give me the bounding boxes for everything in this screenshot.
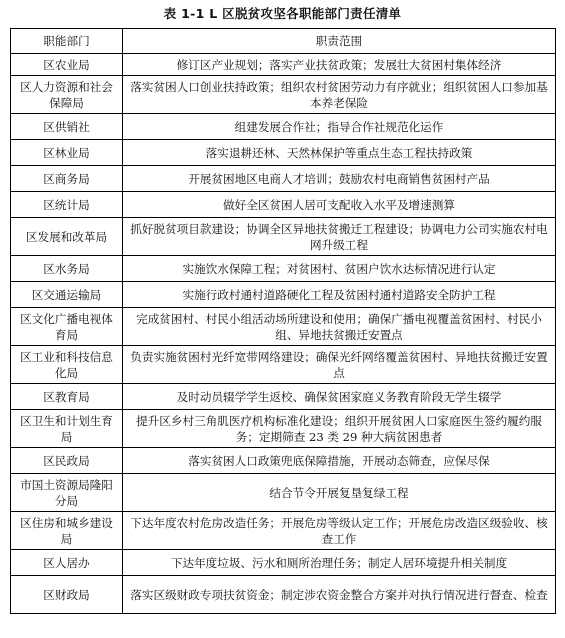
duty-cell: 提升区乡村三角肌医疗机构标准化建设；组织开展贫困人口家庭医生签约履约服务；定期筛查 23 类 29 种大病贫困患者 [123,410,556,448]
table-row [11,474,556,512]
department-cell: 区发展和改革局 [11,218,123,256]
table-row [11,550,556,576]
table-row [11,410,556,448]
table-row [11,448,556,474]
header-duty-scope: 职责范围 [123,29,556,54]
duty-cell: 落实贫困人口政策兜底保障措施，开展动态筛查，应保尽保 [123,448,556,474]
duty-cell: 开展贫困地区电商人才培训；鼓励农村电商销售贫困村产品 [123,166,556,192]
table-row [11,256,556,282]
table-row [11,308,556,346]
table-caption: 表 1-1 L 区脱贫攻坚各职能部门责任清单 [163,6,402,21]
department-cell: 区工业和科技信息化局 [11,346,123,384]
department-cell: 区水务局 [11,256,123,282]
department-cell: 区财政局 [11,576,123,614]
duty-cell: 结合节令开展复垦复绿工程 [123,474,556,512]
duty-cell: 负责实施贫困村光纤宽带网络建设；确保光纤网络覆盖贫困村、异地扶贫搬迁安置点 [123,346,556,384]
table-row [11,282,556,308]
department-cell: 区交通运输局 [11,282,123,308]
table-row [11,192,556,218]
department-cell: 区统计局 [11,192,123,218]
duty-cell: 实施饮水保障工程；对贫困村、贫困户饮水达标情况进行认定 [123,256,556,282]
duty-cell: 做好全区贫困人居可支配收入水平及增速测算 [123,192,556,218]
department-cell: 区人居办 [11,550,123,576]
table-row [11,346,556,384]
table-row [11,512,556,550]
department-cell: 市国土资源局隆阳分局 [11,474,123,512]
duty-cell: 下达年度农村危房改造任务；开展危房等级认定工作；开展危房改造区级验收、核查工作 [123,512,556,550]
department-cell: 区商务局 [11,166,123,192]
table-row [11,114,556,140]
department-cell: 区农业局 [11,54,123,76]
duty-cell: 完成贫困村、村民小组活动场所建设和使用；确保广播电视覆盖贫困村、村民小组、异地扶贫搬迁安置点 [123,308,556,346]
table-row [11,76,556,114]
duty-cell: 实施行政村通村道路硬化工程及贫困村通村道路安全防护工程 [123,282,556,308]
duty-cell: 修订区产业规划；落实产业扶贫政策；发展壮大贫困村集体经济 [123,54,556,76]
table-row [11,384,556,410]
table-row [11,140,556,166]
duty-cell: 抓好脱贫项目款建设；协调全区异地扶贫搬迁工程建设；协调电力公司实施农村电网升级工程 [123,218,556,256]
duty-cell: 下达年度垃圾、污水和厕所治理任务；制定人居环境提升相关制度 [123,550,556,576]
table-row [11,54,556,76]
department-cell: 区文化广播电视体育局 [11,308,123,346]
duty-cell: 落实区级财政专项扶贫资金；制定涉农资金整合方案并对执行情况进行督查、检查 [123,576,556,614]
department-cell: 区教育局 [11,384,123,410]
header-department: 职能部门 [11,29,123,54]
responsibility-table [10,28,556,614]
duty-cell: 组建发展合作社；指导合作社规范化运作 [123,114,556,140]
department-cell: 区民政局 [11,448,123,474]
table-row [11,576,556,614]
duty-cell: 及时动员辍学学生返校、确保贫困家庭义务教育阶段无学生辍学 [123,384,556,410]
department-cell: 区人力资源和社会保障局 [11,76,123,114]
duty-cell: 落实贫困人口创业扶持政策；组织农村贫困劳动力有序就业；组织贫困人口参加基本养老保险 [123,76,556,114]
table-row [11,218,556,256]
table-header-row [11,29,556,54]
table-row [11,166,556,192]
department-cell: 区供销社 [11,114,123,140]
duty-cell: 落实退耕还林、天然林保护等重点生态工程扶持政策 [123,140,556,166]
department-cell: 区林业局 [11,140,123,166]
department-cell: 区住房和城乡建设局 [11,512,123,550]
department-cell: 区卫生和计划生育局 [11,410,123,448]
